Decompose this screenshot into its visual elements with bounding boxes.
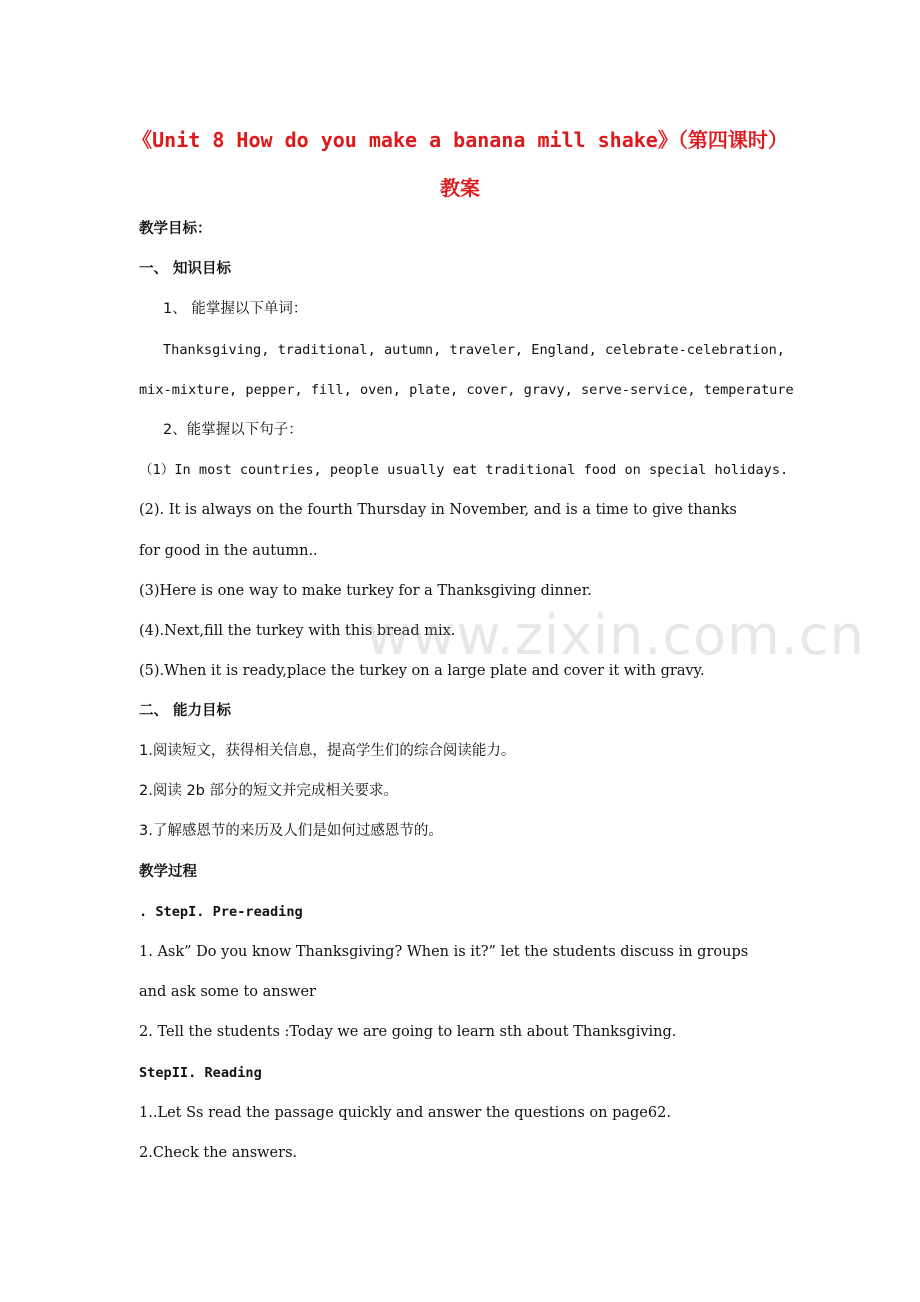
step-2-item-2: 2.Check the answers.: [139, 1145, 298, 1161]
sentence-1: （1）In most countries, people usually eat traditional food on special holidays.: [139, 462, 789, 478]
list-item-sentences-heading: 2、能掌握以下句子：: [163, 422, 303, 438]
vocab-line-1: Thanksgiving, traditional, autumn, traveler, England, celebrate-celebration,: [163, 342, 785, 358]
section-heading-process: 教学过程: [139, 864, 197, 880]
ability-item-2: 2.阅读 2b 部分的短文并完成相关要求。: [139, 783, 398, 799]
subheading-knowledge: 一、 知识目标: [139, 261, 232, 277]
subheading-ability: 二、 能力目标: [139, 703, 232, 719]
ability-item-3: 3.了解感恩节的来历及人们是如何过感恩节的。: [139, 823, 443, 839]
step-1-heading: . StepI. Pre-reading: [139, 904, 303, 920]
sentence-3: (3)Here is one way to make turkey for a Thanksgiving dinner.: [139, 583, 592, 599]
step-1-item-1: 1. Ask” Do you know Thanksgiving? When is it?” let the students discuss in groups: [139, 944, 749, 960]
step-2-item-1: 1..Let Ss read the passage quickly and answer the questions on page62.: [139, 1105, 671, 1121]
document-title: 《Unit 8 How do you make a banana mill shake》（第四课时）教案: [132, 128, 788, 200]
sentence-5: (5).When it is ready,place the turkey on a large plate and cover it with gravy.: [139, 663, 705, 679]
section-heading-objectives: 教学目标：: [139, 221, 212, 237]
watermark-text: www.zixin.com.cn: [366, 604, 865, 667]
sentence-2: (2). It is always on the fourth Thursday in November, and is a time to give thanks: [139, 502, 737, 518]
sentence-2-continued: for good in the autumn..: [139, 543, 318, 559]
sentence-4: (4).Next,fill the turkey with this bread mix.: [139, 623, 456, 639]
ability-item-1: 1.阅读短文，获得相关信息，提高学生们的综合阅读能力。: [139, 743, 516, 759]
step-1-item-2: 2. Tell the students :Today we are going to learn sth about Thanksgiving.: [139, 1024, 677, 1040]
list-item-vocab-heading: 1、 能掌握以下单词：: [163, 301, 308, 317]
vocab-line-2: mix-mixture, pepper, fill, oven, plate, cover, gravy, serve-service, temperature: [139, 382, 794, 398]
step-2-heading: StepII. Reading: [139, 1065, 262, 1081]
step-1-item-1-continued: and ask some to answer: [139, 984, 316, 1000]
